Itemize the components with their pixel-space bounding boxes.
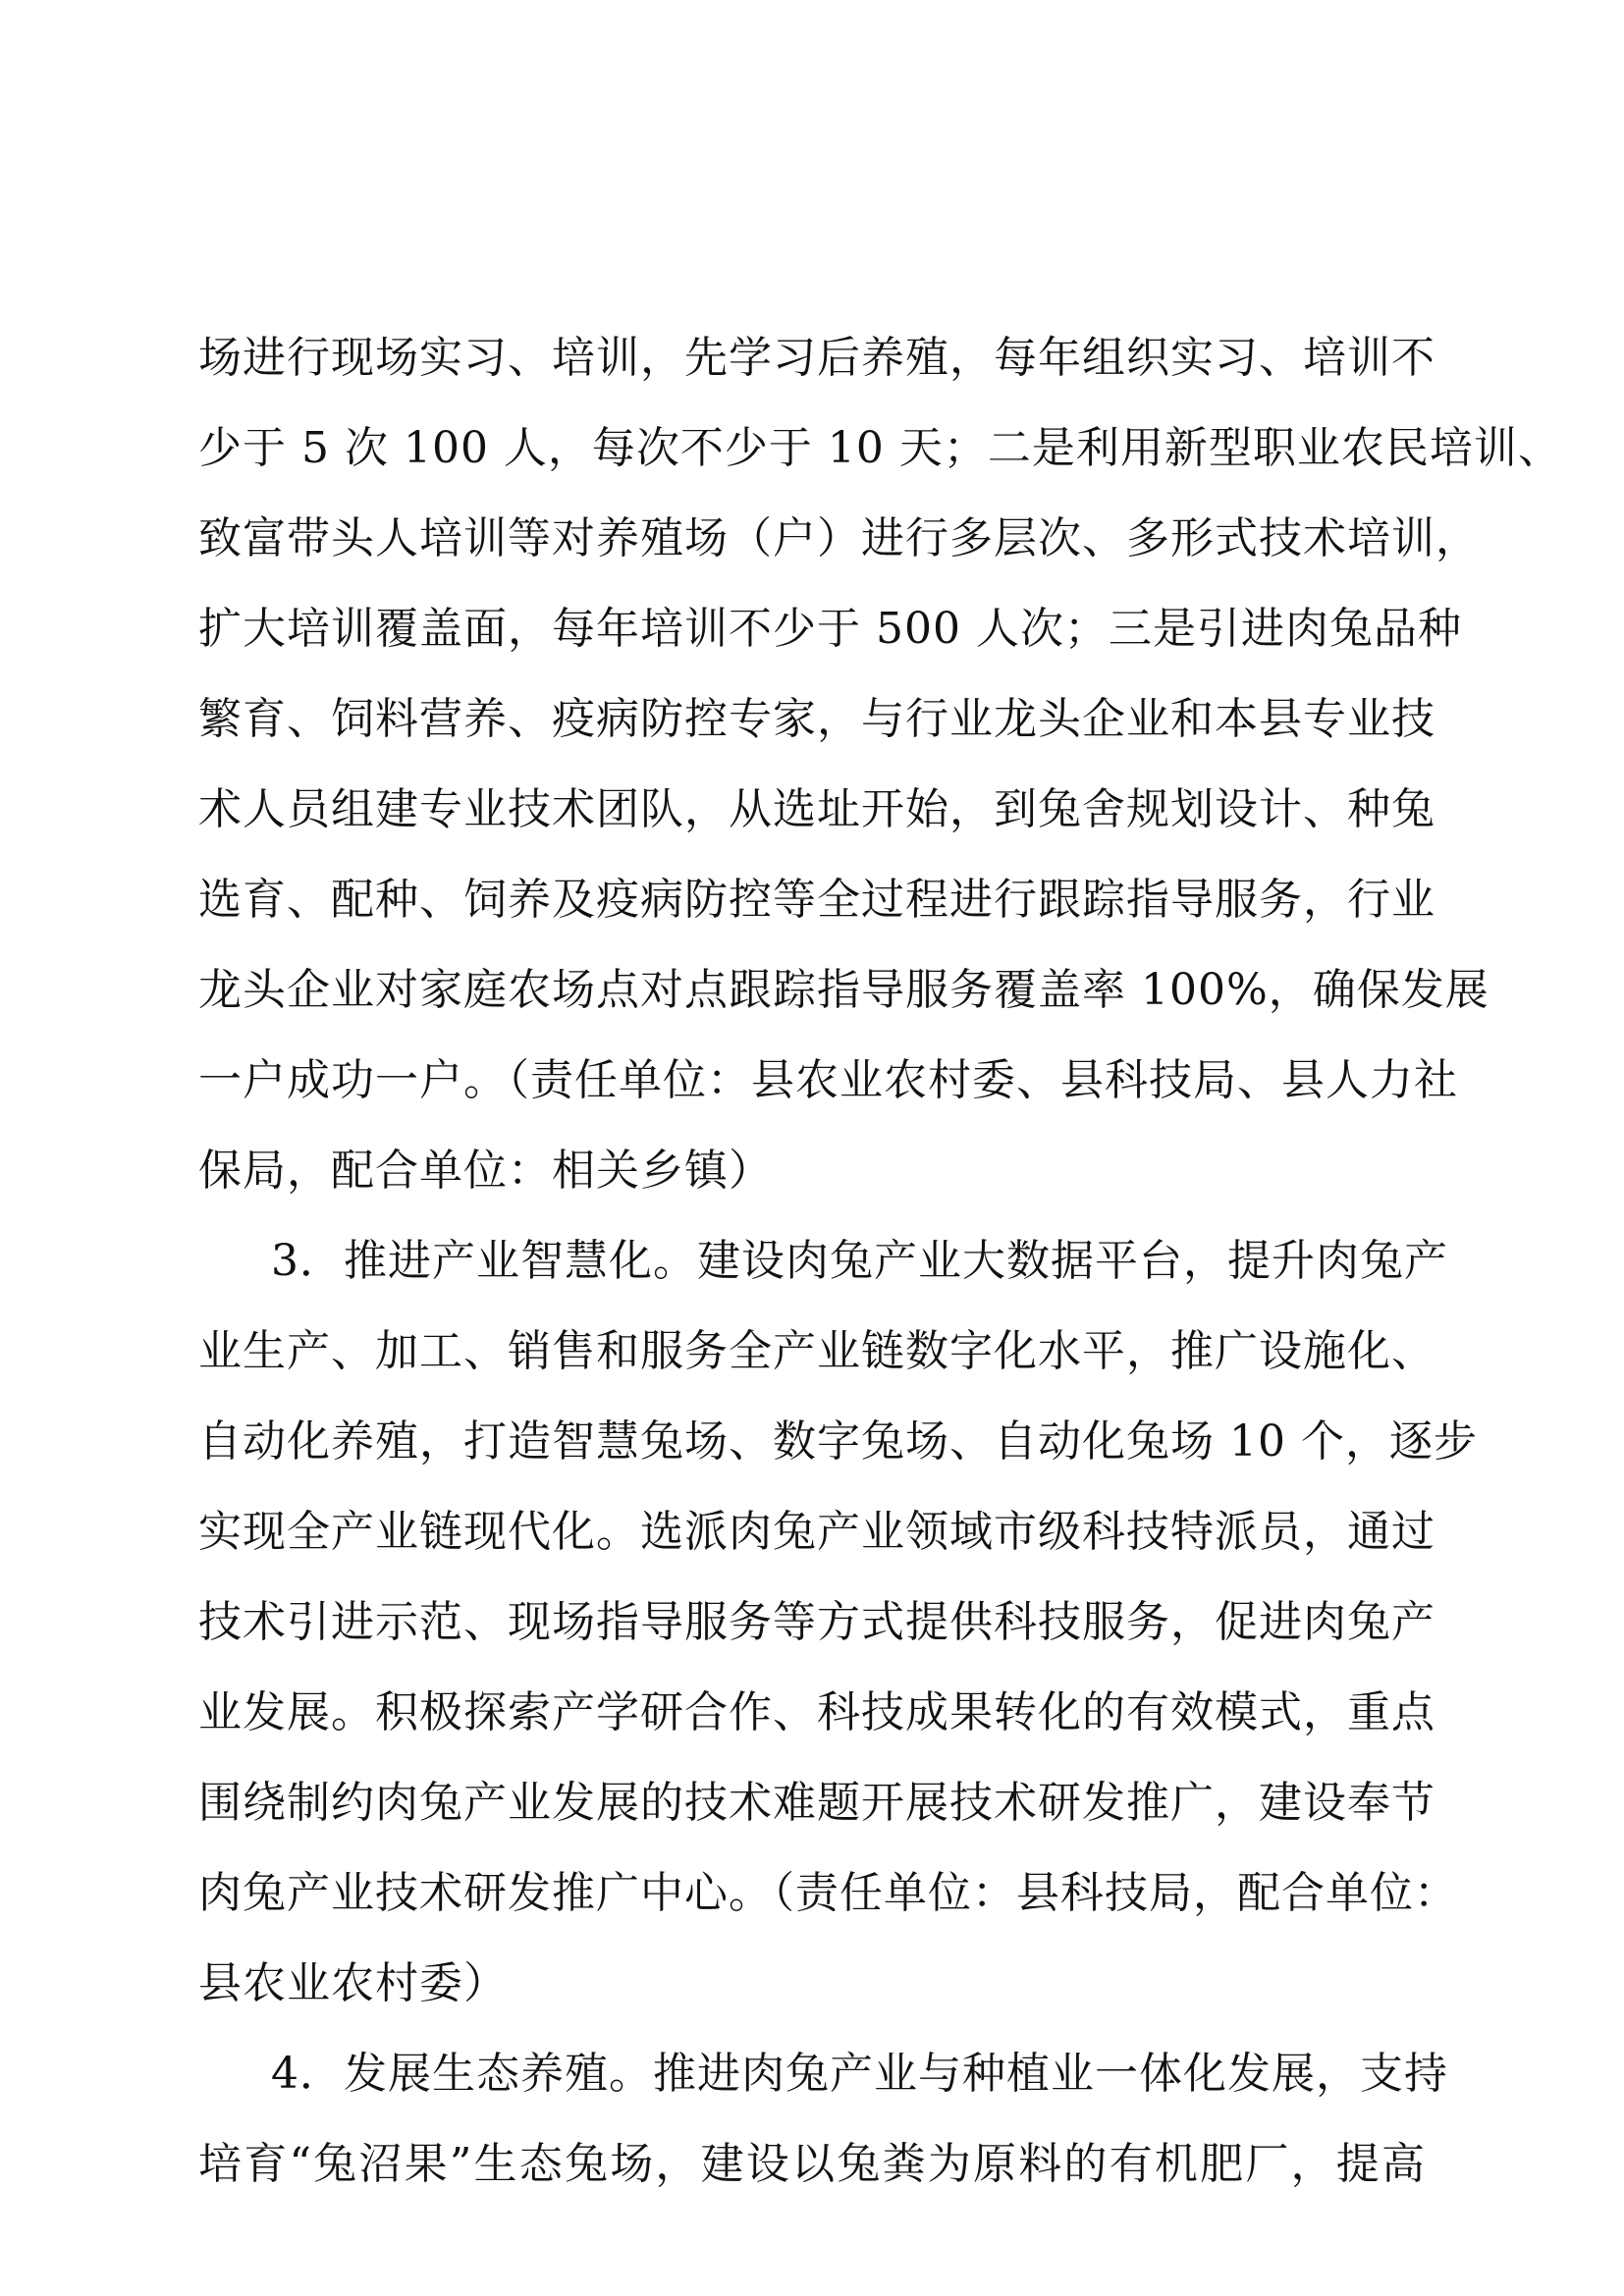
text-line: 业生产、加工、销售和服务全产业链数字化水平，推广设施化、 xyxy=(198,1326,1435,1376)
text-line: 少于 5 次 100 人，每次不少于 10 天；二是利用新型职业农民培训、 xyxy=(198,423,1562,473)
text-line: 致富带头人培训等对养殖场（户）进行多层次、多形式技术培训， xyxy=(198,513,1480,563)
text-line: 技术引进示范、现场指导服务等方式提供科技服务，促进肉兔产 xyxy=(198,1597,1435,1647)
section-heading-line: 3．推进产业智慧化。建设肉兔产业大数据平台，提升肉兔产 xyxy=(271,1236,1448,1286)
text-line: 扩大培训覆盖面，每年培训不少于 500 人次；三是引进肉兔品种 xyxy=(198,604,1462,654)
text-line: 术人员组建专业技术团队，从选址开始，到兔舍规划设计、种兔 xyxy=(198,784,1435,834)
text-line: 实现全产业链现代化。选派肉兔产业领域市级科技特派员，通过 xyxy=(198,1507,1435,1557)
text-line: 围绕制约肉兔产业发展的技术难题开展技术研发推广，建设奉节 xyxy=(198,1778,1435,1828)
text-line: 培育“兔沼果”生态兔场，建设以兔粪为原料的有机肥厂，提高 xyxy=(198,2139,1426,2189)
text-line: 选育、配种、饲养及疫病防控等全过程进行跟踪指导服务，行业 xyxy=(198,875,1435,925)
text-line: 龙头企业对家庭农场点对点跟踪指导服务覆盖率 100%，确保发展 xyxy=(198,965,1489,1015)
section-heading-line: 4．发展生态养殖。推进肉兔产业与种植业一体化发展，支持 xyxy=(271,2049,1448,2099)
text-line: 肉兔产业技术研发推广中心。（责任单位：县科技局，配合单位： xyxy=(198,1868,1458,1918)
text-line: 县农业农村委） xyxy=(198,1958,508,2008)
text-line: 场进行现场实习、培训，先学习后养殖，每年组织实习、培训不 xyxy=(198,333,1435,383)
text-line: 业发展。积极探索产学研合作、科技成果转化的有效模式，重点 xyxy=(198,1687,1435,1737)
text-line: 保局，配合单位：相关乡镇） xyxy=(198,1146,773,1196)
text-line: 自动化养殖，打造智慧兔场、数字兔场、自动化兔场 10 个，逐步 xyxy=(198,1416,1478,1467)
text-line: 繁育、饲料营养、疫病防控专家，与行业龙头企业和本县专业技 xyxy=(198,694,1435,744)
text-line: 一户成功一户。（责任单位：县农业农村委、县科技局、县人力社 xyxy=(198,1055,1458,1105)
